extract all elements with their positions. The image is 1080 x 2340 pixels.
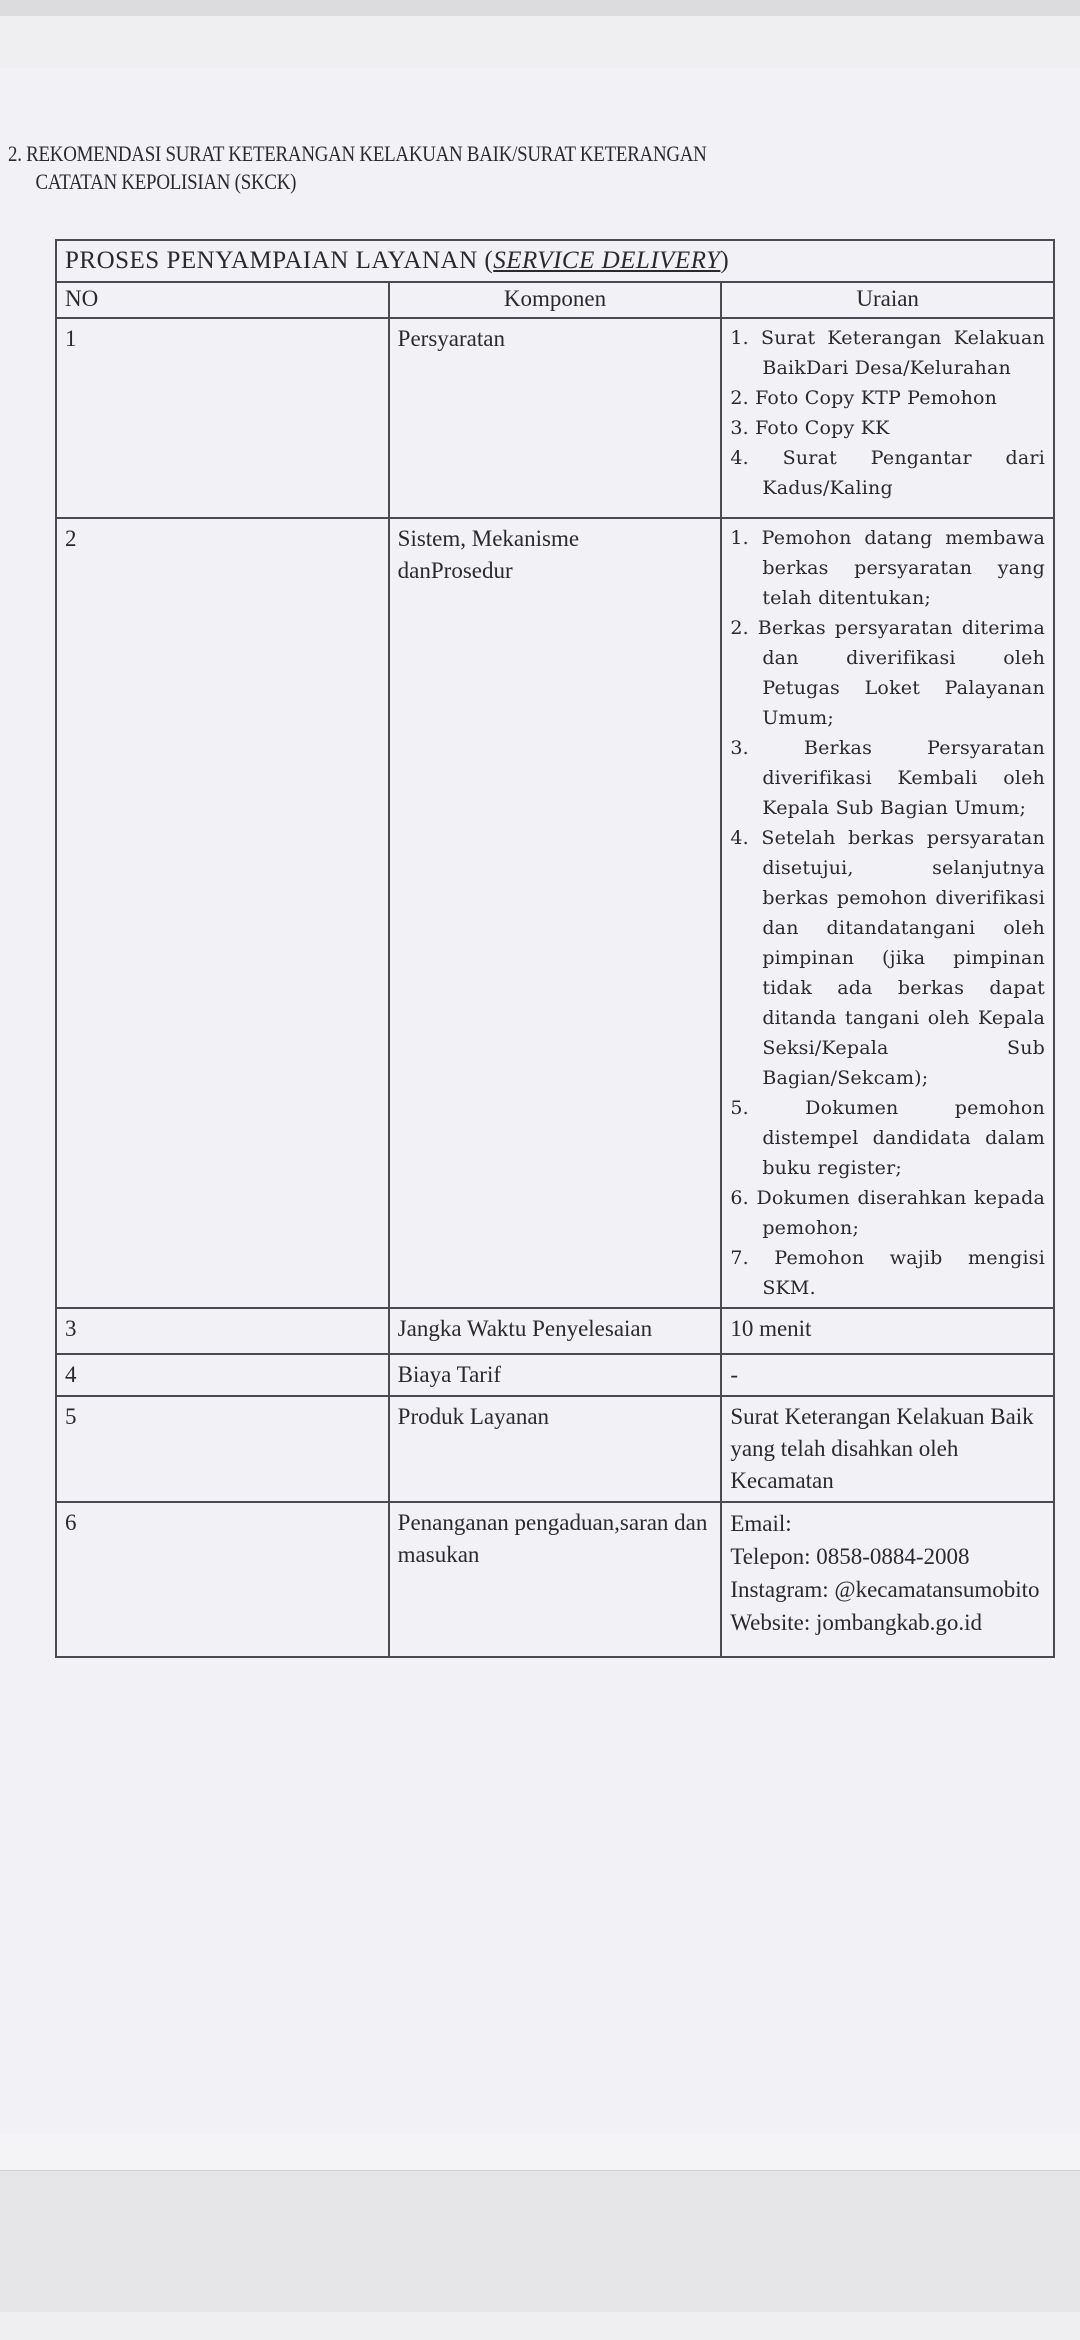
list-item: 7. Pemohon wajib mengisi SKM. xyxy=(730,1247,1045,1299)
contact-email: Email: xyxy=(730,1511,792,1536)
contact-website: Website: jombangkab.go.id xyxy=(730,1610,983,1635)
list-item: 2. Foto Copy KTP Pemohon xyxy=(730,387,998,409)
row-no: 3 xyxy=(56,1308,389,1354)
row-no: 1 xyxy=(56,318,389,518)
list-item: 3. Berkas Persyaratan diverifikasi Kembali oleh Kepala Sub Bagian Umum; xyxy=(730,737,1045,819)
row-uraian: Surat Keterangan Kelakuan Baik yang telah disahkan oleh Kecamatan xyxy=(721,1396,1054,1502)
row-komponen: Produk Layanan xyxy=(389,1396,722,1502)
row-komponen: Biaya Tarif xyxy=(389,1354,722,1396)
list-item: 5. Dokumen pemohon distempel dandidata dalam buku register; xyxy=(730,1097,1045,1179)
row-no: 6 xyxy=(56,1502,389,1657)
contact-phone: Telepon: 0858-0884-2008 xyxy=(730,1544,970,1569)
table-title: PROSES PENYAMPAIAN LAYANAN (SERVICE DELIVERY) xyxy=(56,240,1054,282)
row-uraian: - xyxy=(721,1354,1054,1396)
list-item: 4. Setelah berkas persyaratan disetujui, selanjutnya berkas pemohon diverifikasi dan ditandatangani oleh pimpinan (jika pimpinan tidak ada berkas dapat ditanda tangani oleh Kepala Seksi/Kepala Sub Bagian/Sekcam); xyxy=(730,827,1045,1089)
table-title-row xyxy=(56,240,1054,282)
section-heading xyxy=(8,140,1023,196)
row-komponen: Penanganan pengaduan,saran dan masukan xyxy=(389,1502,722,1657)
row-komponen: Sistem, Mekanisme danProsedur xyxy=(389,518,722,1308)
row-komponen: Persyaratan xyxy=(389,318,722,518)
list-item: 1. Surat Keterangan Kelakuan BaikDari Desa/Kelurahan xyxy=(730,327,1045,379)
list-item: 4. Surat Pengantar dari Kadus/Kaling xyxy=(730,447,1045,499)
row-uraian xyxy=(721,1502,1054,1657)
viewer-top-bar xyxy=(0,16,1080,69)
list-item: 2. Berkas persyaratan diterima dan diverifikasi oleh Petugas Loket Palayanan Umum; xyxy=(730,617,1045,729)
row-no: 5 xyxy=(56,1396,389,1502)
list-item: 1. Pemohon datang membawa berkas persyaratan yang telah ditentukan; xyxy=(730,527,1045,609)
viewer-bottom-bar xyxy=(0,2170,1080,2313)
row-uraian xyxy=(721,518,1054,1308)
header-komponen: Komponen xyxy=(389,282,722,318)
header-uraian: Uraian xyxy=(721,282,1054,318)
service-delivery-table xyxy=(55,239,1055,1658)
heading-line-1: 2. REKOMENDASI SURAT KETERANGAN KELAKUAN BAIK/SURAT KETERANGAN xyxy=(8,141,707,166)
table-row xyxy=(56,1502,1054,1657)
contact-instagram: Instagram: @kecamatansumobito xyxy=(730,1577,1040,1602)
row-uraian xyxy=(721,318,1054,518)
top-strip xyxy=(0,0,1080,16)
header-no: NO xyxy=(56,282,389,318)
table-row xyxy=(56,1308,1054,1354)
row-uraian: 10 menit xyxy=(721,1308,1054,1354)
table-header-row xyxy=(56,282,1054,318)
table-row xyxy=(56,318,1054,518)
list-item: 3. Foto Copy KK xyxy=(730,417,890,439)
row-no: 4 xyxy=(56,1354,389,1396)
table-row xyxy=(56,518,1054,1308)
viewer-bottom-edge xyxy=(0,2312,1080,2340)
table-row xyxy=(56,1396,1054,1502)
heading-line-2: CATATAN KEPOLISIAN (SKCK) xyxy=(35,169,297,194)
list-item: 6. Dokumen diserahkan kepada pemohon; xyxy=(730,1187,1045,1239)
row-no: 2 xyxy=(56,518,389,1308)
row-komponen: Jangka Waktu Penyelesaian xyxy=(389,1308,722,1354)
table-row xyxy=(56,1354,1054,1396)
